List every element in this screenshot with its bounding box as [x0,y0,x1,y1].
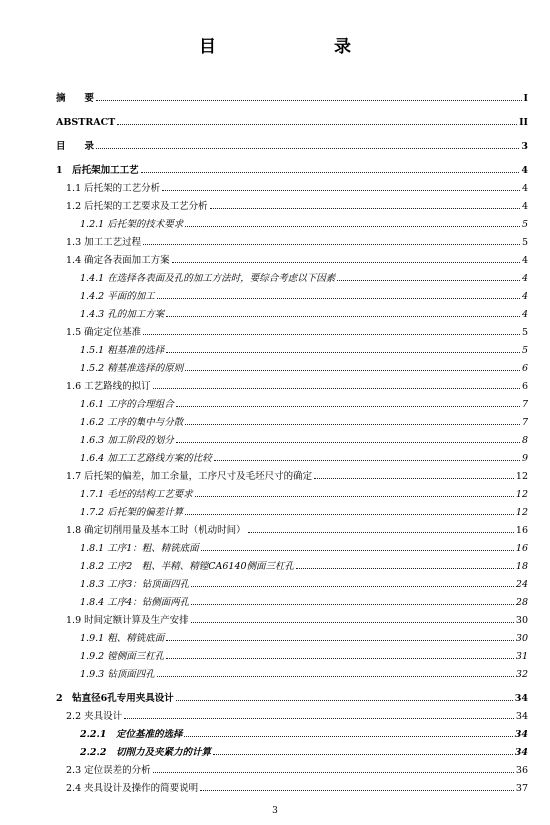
toc-entry[interactable] [56,284,528,302]
toc-entry[interactable] [56,500,528,518]
toc-entry-page: 4 [521,291,528,302]
toc-entry[interactable] [56,572,528,590]
toc-entry-text: 1.3 加工工艺过程 [66,237,142,248]
dot-leader [176,700,513,701]
toc-entry[interactable] [56,704,528,722]
toc-entry-text: ABSTRACT [56,117,116,128]
toc-entry-text: 1.5.1 粗基准的选择 [80,345,165,356]
toc-entry[interactable] [56,374,528,392]
toc-entry[interactable] [56,536,528,554]
dot-leader [185,424,520,425]
dot-leader [166,640,514,641]
toc-entry-text: 2.4 夹具设计及操作的简要说明 [66,783,199,794]
toc-entry[interactable] [56,518,528,536]
toc-entry-page: 5 [521,219,528,230]
toc-entry-text: 1.2 后托架的工艺要求及工艺分析 [66,201,208,212]
dot-leader [296,568,514,569]
toc-entry-page: 5 [521,345,528,356]
dot-leader [153,388,520,389]
toc-entry-page: 16 [515,525,528,536]
toc-entry-page: 31 [515,651,528,662]
toc-entry-page: 4 [521,255,528,266]
toc-entry-text: 1.6.2 工序的集中与分散 [80,417,184,428]
toc-entry-page: 32 [515,669,528,680]
toc-entry-text: 1.4.1 在选择各表面及孔的加工方法时，要综合考虑以下因素 [80,273,336,284]
dot-leader [185,514,514,515]
toc-entry-page: 7 [521,417,528,428]
dot-leader [201,550,514,551]
toc-entry-text: 1.6 工艺路线的拟订 [66,381,151,392]
toc-entry-text: 2.2 夹具设计 [66,711,123,722]
toc-entry[interactable] [56,410,528,428]
toc-entry[interactable] [56,608,528,626]
dot-leader [185,226,520,227]
toc-entry-page: 30 [515,633,528,644]
toc-entry[interactable] [56,758,528,776]
toc-entry[interactable] [56,302,528,320]
toc-entry-page: 34 [514,729,528,740]
toc-entry-text: 1 后托架加工工艺 [56,165,139,176]
toc-entry-page: 37 [515,783,528,794]
toc-entry-page: 7 [521,399,528,410]
dot-leader [153,772,514,773]
toc-entry-text: 1.6.1 工序的合理组合 [80,399,174,410]
toc-entry[interactable] [56,134,528,152]
toc-entry[interactable] [56,662,528,680]
toc-entry-text: 1.7 后托架的偏差，加工余量，工序尺寸及毛坯尺寸的确定 [66,471,313,482]
dot-leader [213,754,513,755]
toc-entry-text: 1.2.1 后托架的技术要求 [80,219,184,230]
toc-entry-page: 30 [515,615,528,626]
toc-entry-text: 1.8.1 工序1：粗、精铣底面 [80,543,199,554]
toc-entry-text: 2.2.1 定位基准的选择 [80,729,183,740]
dot-leader [210,208,520,209]
toc-entry-text: 1.8.3 工序3：钻顶面四孔 [80,579,190,590]
toc-entry-text: 目 录 [56,141,95,152]
toc-entry-page: 34 [514,693,528,704]
toc-entry[interactable] [56,338,528,356]
toc-entry[interactable] [56,194,528,212]
dot-leader [184,736,512,737]
dot-leader [191,622,514,623]
toc-entry[interactable] [56,590,528,608]
toc-entry-text: 2 钻直径6孔专用夹具设计 [56,693,174,704]
toc-entry[interactable] [56,554,528,572]
dot-leader [117,124,517,125]
toc-entry-text: 1.5.2 精基准选择的原则 [80,363,184,374]
toc-entry[interactable] [56,110,528,128]
toc-entry-text: 1.8.2 工序2 粗、半精、精镗CA6140侧面三杠孔 [80,561,295,572]
dot-leader [124,718,514,719]
toc-entry-text: 2.3 定位误差的分析 [66,765,151,776]
page-title: 目 录 [199,37,379,57]
toc-entry-text: 1.4.3 孔的加工方案 [80,309,165,320]
dot-leader [172,262,520,263]
toc-entry-page: I [523,93,528,104]
dot-leader [176,442,520,443]
toc-entry-text: 1.7.1 毛坯的结构工艺要求 [80,489,193,500]
toc-entry-text: 1.8 确定切削用量及基本工时（机动时间） [66,525,246,536]
toc-entry-text: 1.4 确定各表面加工方案 [66,255,170,266]
dot-leader [166,658,514,659]
dot-leader [248,532,514,533]
toc-entry[interactable] [56,686,528,704]
dot-leader [191,586,514,587]
toc-entry-page: 4 [521,273,528,284]
toc-entry-text: 1.4.2 平面的加工 [80,291,155,302]
table-of-contents [56,86,528,794]
toc-entry-page: 5 [521,327,528,338]
toc-entry[interactable] [56,248,528,266]
toc-entry-text: 2.2.2 切削力及夹紧力的计算 [80,747,211,758]
toc-entry-page: 9 [521,453,528,464]
toc-entry-page: 12 [515,471,528,482]
toc-entry-text: 1.1 后托架的工艺分析 [66,183,161,194]
dot-leader [141,172,520,173]
toc-entry[interactable] [56,644,528,662]
dot-leader [166,352,520,353]
toc-entry-page: 16 [515,543,528,554]
toc-entry-page: 24 [515,579,528,590]
toc-entry[interactable] [56,428,528,446]
toc-entry-text: 1.7.2 后托架的偏差计算 [80,507,184,518]
toc-entry-text: 1.6.3 加工阶段的划分 [80,435,174,446]
toc-entry[interactable] [56,86,528,104]
toc-entry-page: 6 [521,363,528,374]
toc-entry-page: 4 [521,201,528,212]
dot-leader [314,478,514,479]
dot-leader [166,316,520,317]
toc-entry[interactable] [56,392,528,410]
toc-entry[interactable] [56,446,528,464]
toc-entry-page: 4 [521,183,528,194]
dot-leader [157,298,520,299]
toc-entry[interactable] [56,320,528,338]
toc-entry-page: 36 [515,765,528,776]
toc-entry-text: 1.9.3 钻顶面四孔 [80,669,155,680]
toc-entry-text: 1.6.4 加工工艺路线方案的比较 [80,453,212,464]
toc-entry[interactable] [56,230,528,248]
dot-leader [143,244,520,245]
dot-leader [200,790,514,791]
toc-entry[interactable] [56,776,528,794]
dot-leader [176,406,520,407]
dot-leader [96,148,519,149]
dot-leader [96,100,522,101]
toc-entry[interactable] [56,722,528,740]
toc-entry-page: 34 [515,711,528,722]
toc-entry-page: 12 [515,489,528,500]
toc-entry[interactable] [56,626,528,644]
toc-entry-page: 6 [521,381,528,392]
toc-entry-page: 18 [515,561,528,572]
toc-entry-text: 1.9.2 镗侧面三杠孔 [80,651,165,662]
toc-entry-page: 5 [521,237,528,248]
dot-leader [195,496,514,497]
toc-entry-page: 8 [521,435,528,446]
toc-entry[interactable] [56,356,528,374]
toc-entry-text: 1.5 确定定位基准 [66,327,142,338]
toc-entry-page: 4 [521,165,528,176]
dot-leader [157,676,514,677]
toc-entry-page: 4 [521,309,528,320]
toc-entry[interactable] [56,740,528,758]
toc-entry-page: 28 [515,597,528,608]
toc-entry[interactable] [56,266,528,284]
toc-entry-text: 摘 要 [56,93,95,104]
page-number: 3 [272,806,278,816]
toc-entry-page: 34 [514,747,528,758]
toc-entry[interactable] [56,158,528,176]
dot-leader [337,280,520,281]
dot-leader [162,190,520,191]
toc-entry-text: 1.9 时间定额计算及生产安排 [66,615,189,626]
dot-leader [191,604,514,605]
toc-entry[interactable] [56,482,528,500]
toc-entry-text: 1.8.4 工序4：钻侧面两孔 [80,597,190,608]
toc-entry-page: 12 [515,507,528,518]
dot-leader [143,334,520,335]
toc-entry-page: II [519,117,528,128]
toc-entry[interactable] [56,176,528,194]
toc-entry-text: 1.9.1 粗、精铣底面 [80,633,165,644]
dot-leader [214,460,520,461]
toc-entry[interactable] [56,212,528,230]
dot-leader [185,370,520,371]
toc-entry[interactable] [56,464,528,482]
toc-entry-page: 3 [521,141,528,152]
